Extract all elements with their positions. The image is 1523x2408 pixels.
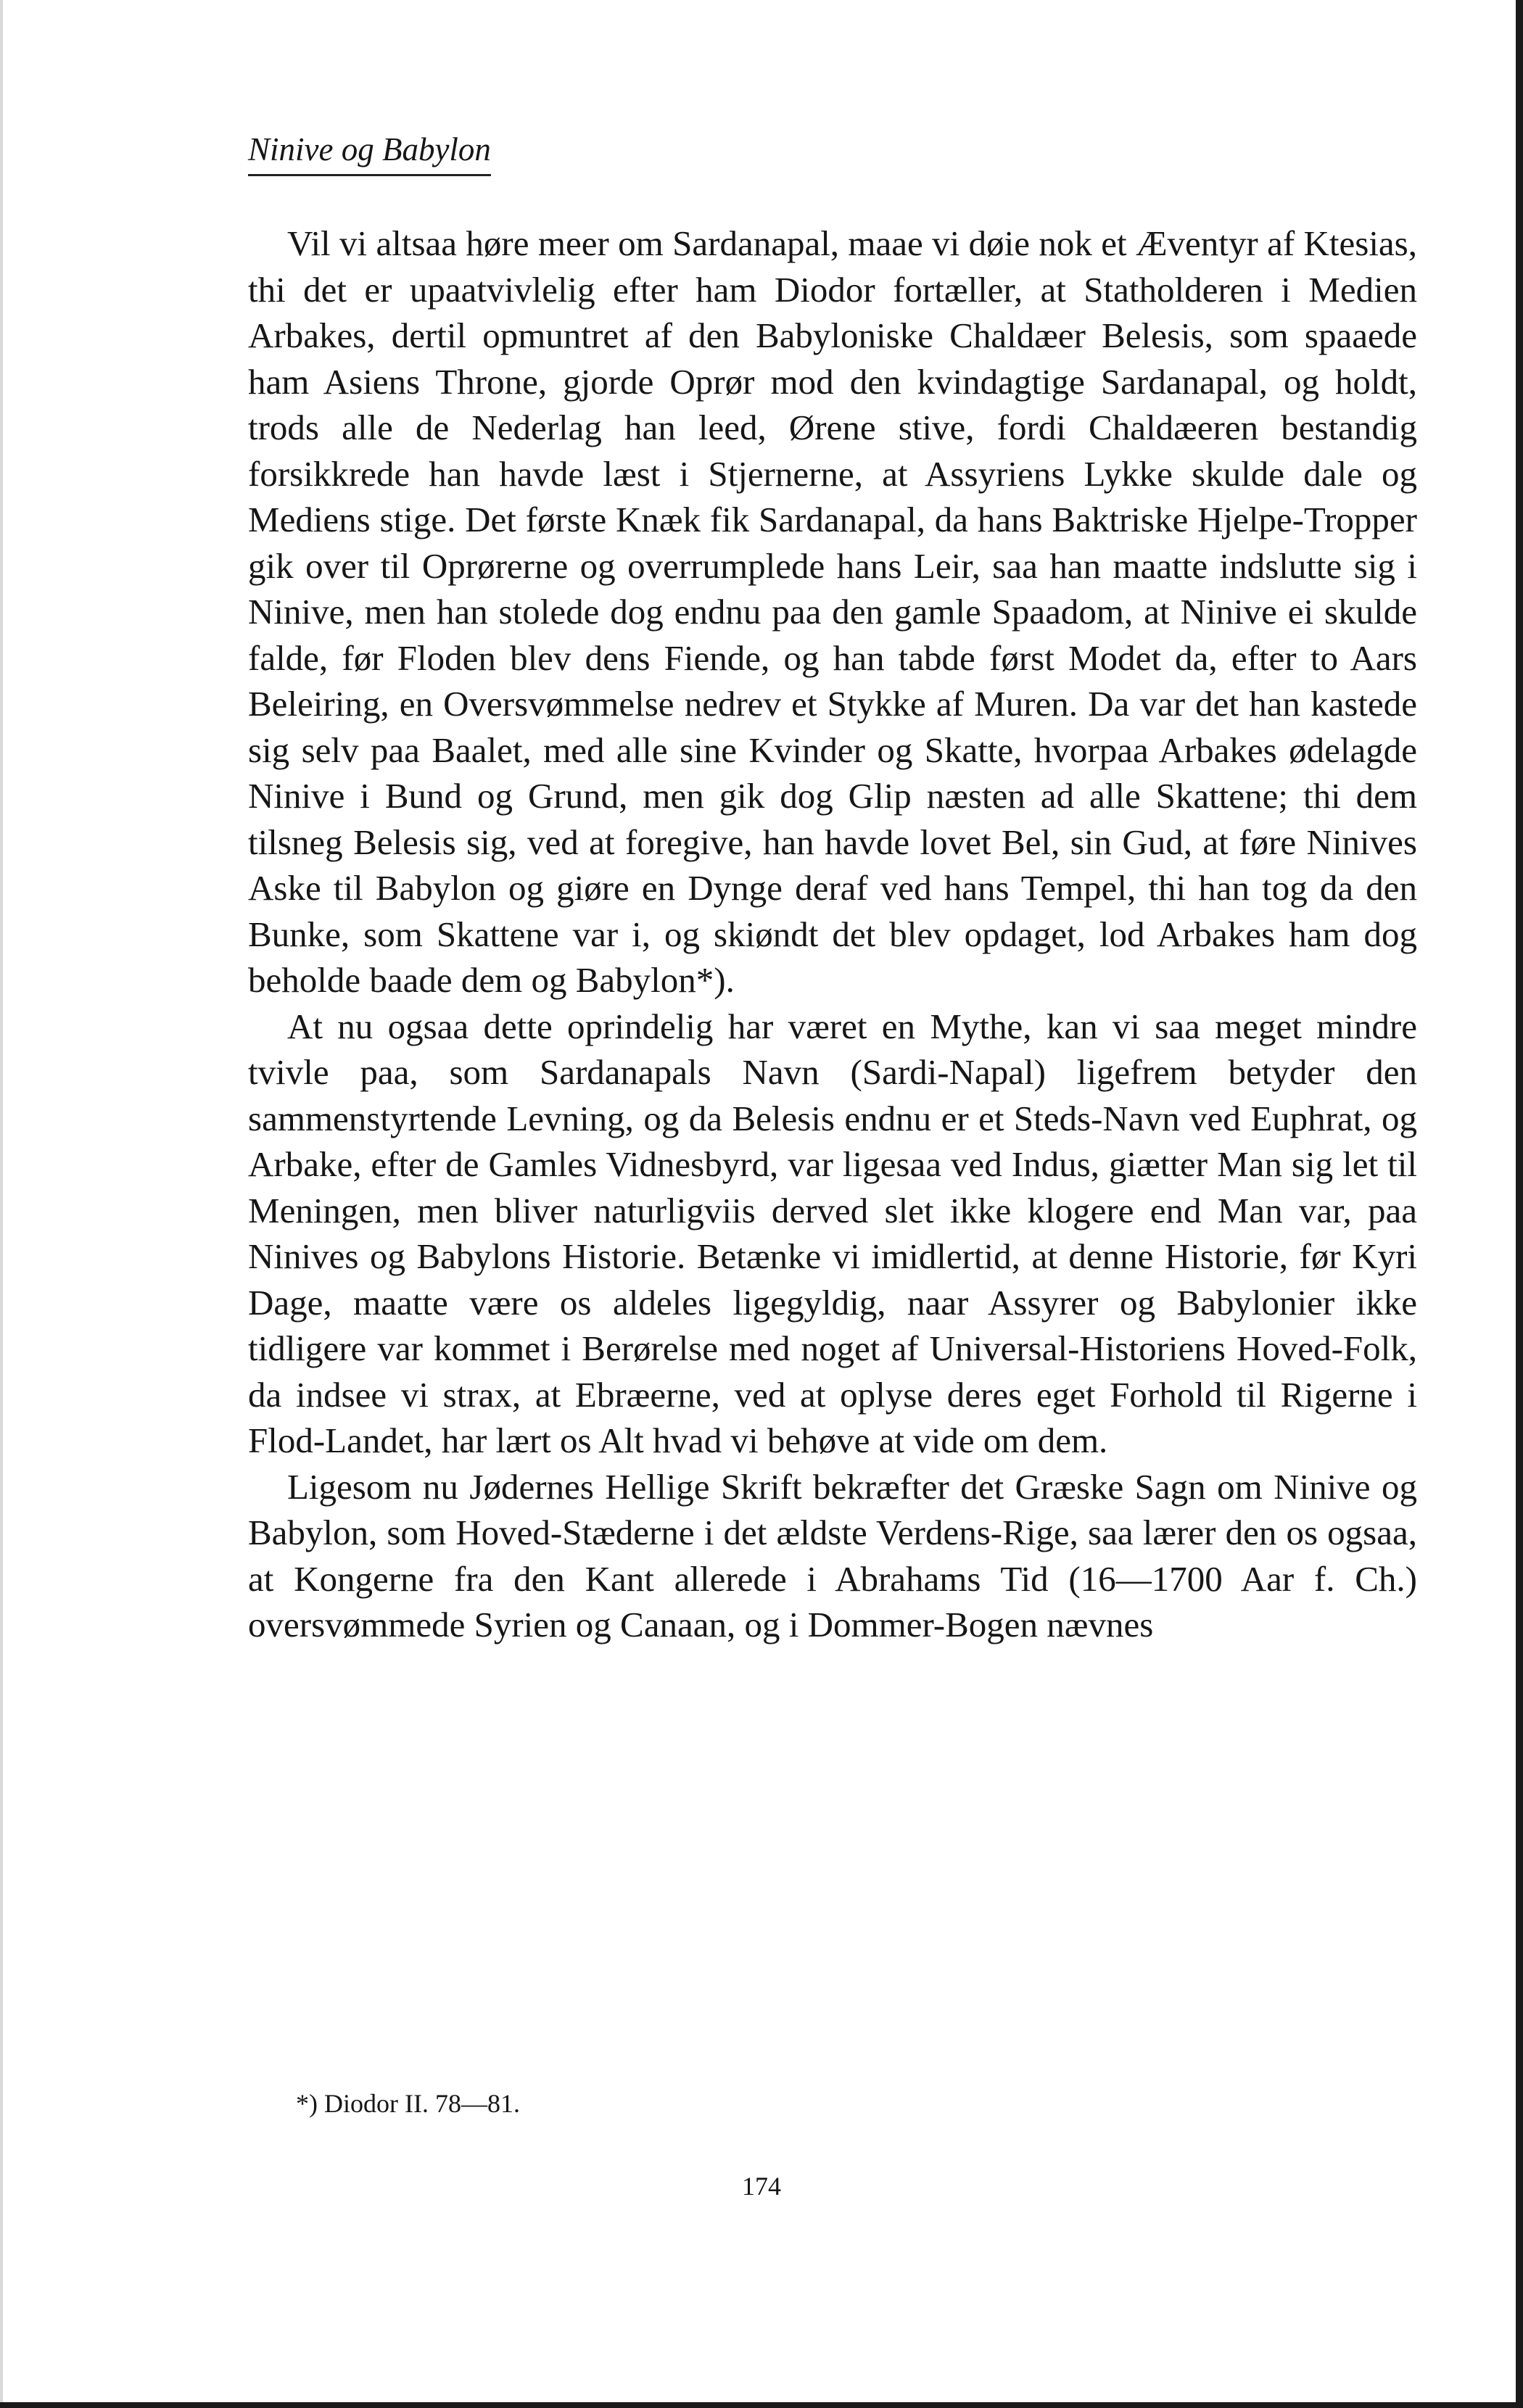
paragraph: Vil vi altsaa høre meer om Sardanapal, maae vi døie nok et Æventyr af Ktesias, thi det er upaatvivlelig efter ham Diodor fortæller, at Statholderen i Medien Arbakes, dertil opmuntret af den Babyloniske Chaldæer Belesis, som spaaede ham Asiens Throne, gjorde Oprør mod den kvindagtige Sardanapal, og holdt, trods alle de Nederlag han leed, Ørene stive, fordi Chaldæeren bestandig forsikkrede han havde læst i Stjernerne, at Assyriens Lykke skulde dale og Mediens stige. Det første Knæk fik Sardanapal, da hans Baktriske Hjelpe-Tropper gik over til Oprørerne og overrumplede hans Leir, saa han maatte indslutte sig i Ninive, men han stolede dog endnu paa den gamle Spaadom, at Ninive ei skulde falde, før Floden blev dens Fiende, og han tabde først Modet da, efter to Aars Beleiring, en Oversvømmelse nedrev et Stykke af Muren. Da var det han kastede sig selv paa Baalet, med alle sine Kvinder og Skatte, hvorpaa Arbakes ødelagde Ninive i Bund og Grund, men gik dog Glip næsten ad alle Skattene; thi dem tilsneg Belesis sig, ved at foregive, han havde lovet Bel, sin Gud, at føre Ninives Aske til Babylon og giøre en Dynge deraf ved hans Tempel, thi han tog da den Bunke, som Skattene var i, og skiøndt det blev opdaget, lod Arbakes ham dog beholde baade dem og Babylon*). bbox=[248, 223, 1417, 1000]
body-text bbox=[248, 220, 1417, 1648]
running-head: Ninive og Babylon bbox=[248, 129, 491, 176]
scan-edge-right bbox=[1516, 0, 1523, 2408]
page-number: 174 bbox=[742, 2172, 781, 2201]
scan-edge-left bbox=[0, 0, 3, 2408]
paragraph: Ligesom nu Jødernes Hellige Skrift bekræfter det Græske Sagn om Ninive og Babylon, som Hoved-Stæderne i det ældste Verdens-Rige, saa lærer den os ogsaa, at Kongerne fra den Kant allerede i Abrahams Tid (16—1700 Aar f. Ch.) oversvømmede Syrien og Canaan, og i Dommer-Bogen nævnes bbox=[248, 1466, 1417, 1644]
footnote: *) Diodor II. 78—81. bbox=[296, 2089, 520, 2118]
scan-edge-bottom bbox=[0, 2402, 1523, 2408]
paragraph: At nu ogsaa dette oprindelig har været en Mythe, kan vi saa meget mindre tvivle paa, som Sardanapals Navn (Sardi-Napal) ligefrem betyder den sammenstyrtende Levning, og da Belesis endnu er et Steds-Navn ved Euphrat, og Arbake, efter de Gamles Vidnesbyrd, var ligesaa ved Indus, giætter Man sig let til Meningen, men bliver naturligviis derved slet ikke klogere end Man var, paa Ninives og Babylons Historie. Betænke vi imidlertid, at denne Historie, før Kyri Dage, maatte være os aldeles ligegyldig, naar Assyrer og Babylonier ikke tidligere var kommet i Berørelse med noget af Universal-Historiens Hoved-Folk, da indsee vi strax, at Ebræerne, ved at oplyse deres eget Forhold til Rigerne i Flod-Landet, har lært os Alt hvad vi behøve at vide om dem. bbox=[248, 1006, 1417, 1460]
